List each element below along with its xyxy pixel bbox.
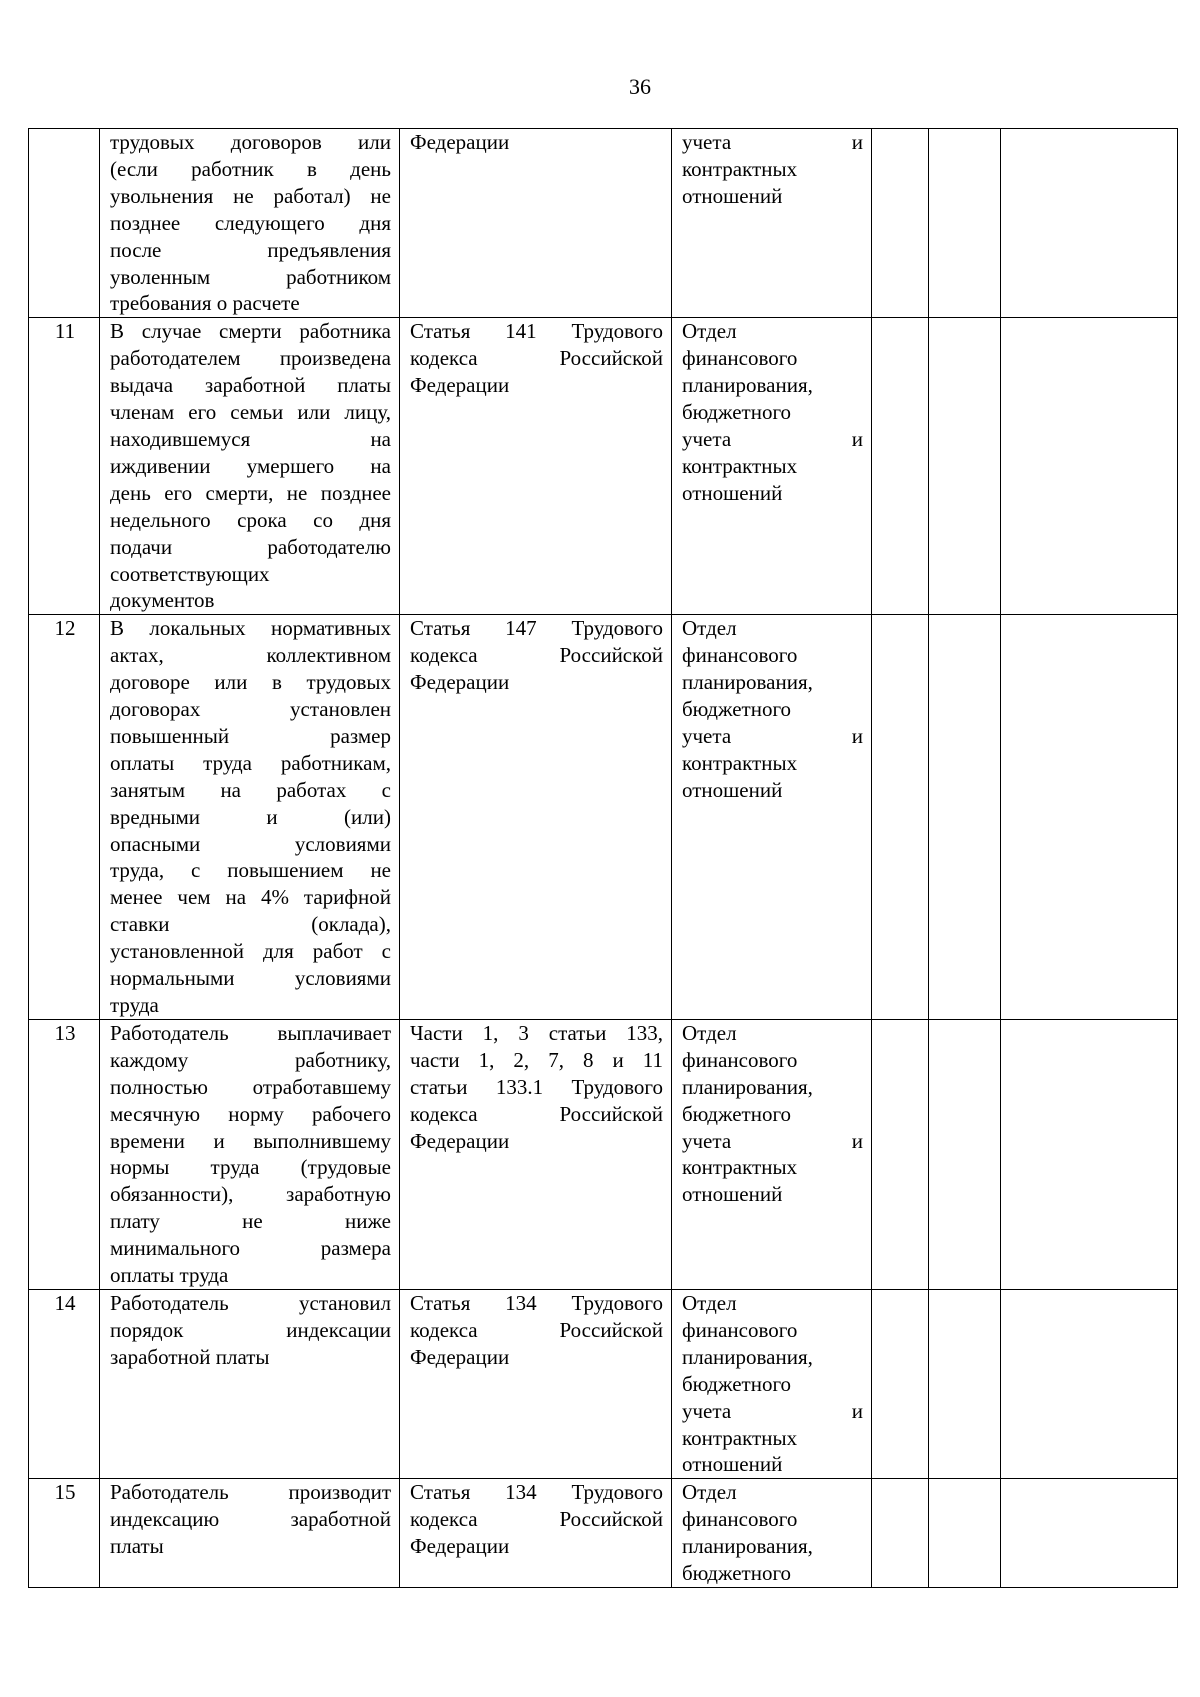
requirement-cell-line: плату не ниже	[110, 1209, 391, 1234]
requirement-cell-line: повышенный размер	[110, 723, 391, 748]
requirement-cell-line: оплаты труда работникам,	[110, 750, 391, 775]
responsible-department-cell	[672, 129, 872, 318]
requirement-cell	[100, 318, 400, 615]
table-row	[29, 1289, 1178, 1478]
law-reference-cell-line: статьи 133.1 Трудового	[410, 1074, 663, 1099]
law-reference-cell-line: кодекса Российской	[410, 1101, 663, 1126]
responsible-department-cell	[672, 318, 872, 615]
requirement-cell-line: платы	[110, 1534, 164, 1559]
responsible-department-cell-line: финансового	[682, 346, 798, 371]
empty-cell-b	[929, 318, 1001, 615]
responsible-department-cell-line: контрактных	[682, 750, 798, 775]
row-number-cell	[29, 1479, 100, 1588]
responsible-department-cell-line: бюджетного	[682, 697, 792, 722]
requirement-cell-line: В случае смерти работника	[110, 319, 391, 344]
requirement-cell-line: членам его семьи или лицу,	[110, 400, 391, 425]
requirement-cell-line: индексацию заработной	[110, 1507, 391, 1532]
requirement-cell-line: занятым на работах с	[110, 777, 391, 802]
empty-cell-c	[1001, 129, 1178, 318]
requirement-cell	[100, 615, 400, 1020]
law-reference-cell-line: Статья 134 Трудового	[410, 1290, 663, 1315]
responsible-department-cell-line: Отдел	[682, 1290, 737, 1315]
responsible-department-cell-line: финансового	[682, 1047, 798, 1072]
row-number-cell	[29, 1019, 100, 1289]
empty-cell-b	[929, 129, 1001, 318]
requirement-cell-line: (если работник в день	[110, 156, 391, 181]
empty-cell-a	[872, 1479, 929, 1588]
law-reference-cell-line: части 1, 2, 7, 8 и 11	[410, 1047, 663, 1072]
responsible-department-cell-line: бюджетного	[682, 1561, 792, 1586]
requirement-cell-line: ставки (оклада),	[110, 912, 391, 937]
requirement-cell-line: порядок индексации	[110, 1317, 391, 1342]
responsible-department-cell-line: отношений	[682, 480, 783, 505]
empty-cell-b	[929, 615, 1001, 1020]
responsible-department-cell-line: Отдел	[682, 1480, 737, 1505]
empty-cell-c	[1001, 1019, 1178, 1289]
table-row	[29, 129, 1178, 318]
requirement-cell-line: В локальных нормативных	[110, 616, 391, 641]
requirement-cell-line: менее чем на 4% тарифной	[110, 885, 391, 910]
responsible-department-cell-line: финансового	[682, 1317, 798, 1342]
responsible-department-cell-line: отношений	[682, 183, 783, 208]
responsible-department-cell-line: бюджетного	[682, 1371, 792, 1396]
requirement-cell-line: минимального размера	[110, 1236, 391, 1261]
requirement-cell-line: полностью отработавшему	[110, 1074, 391, 1099]
law-reference-cell	[400, 129, 672, 318]
requirement-cell	[100, 129, 400, 318]
requirement-cell-line: договорах установлен	[110, 697, 391, 722]
requirement-cell-line: оплаты труда	[110, 1263, 229, 1288]
responsible-department-cell-line: Отдел	[682, 319, 737, 344]
empty-cell-b	[929, 1019, 1001, 1289]
requirement-cell-line: документов	[110, 588, 215, 613]
checklist-table	[28, 128, 1178, 1588]
requirement-cell-line: после предъявления	[110, 237, 391, 262]
responsible-department-cell-line: планирования,	[682, 670, 813, 695]
row-number: 15	[54, 1480, 76, 1505]
law-reference-cell-line: Федерации	[410, 1344, 510, 1369]
requirement-cell-line: опасными условиями	[110, 831, 391, 856]
responsible-department-cell-line: Отдел	[682, 1020, 737, 1045]
requirement-cell-line: договоре или в трудовых	[110, 670, 391, 695]
requirement-cell-line: актах, коллективном	[110, 643, 391, 668]
responsible-department-cell-line: учета и	[682, 130, 863, 154]
requirement-cell-line: день его смерти, не позднее	[110, 480, 391, 505]
responsible-department-cell-line: контрактных	[682, 453, 798, 478]
responsible-department-cell-line: планирования,	[682, 1534, 813, 1559]
requirement-cell-line: выдача заработной платы	[110, 373, 391, 398]
empty-cell-a	[872, 129, 929, 318]
requirement-cell-line: нормы труда (трудовые	[110, 1155, 391, 1180]
responsible-department-cell-line: отношений	[682, 777, 783, 802]
law-reference-cell-line: кодекса Российской	[410, 1507, 663, 1532]
responsible-department-cell-line: бюджетного	[682, 1101, 792, 1126]
requirement-cell	[100, 1479, 400, 1588]
responsible-department-cell-line: отношений	[682, 1452, 783, 1477]
responsible-department-cell-line: контрактных	[682, 1155, 798, 1180]
law-reference-cell-line: Статья 147 Трудового	[410, 616, 663, 641]
requirement-cell-line: увольнения не работал) не	[110, 183, 391, 208]
responsible-department-cell-line: планирования,	[682, 373, 813, 398]
row-number-cell	[29, 615, 100, 1020]
requirement-cell-line: заработной платы	[110, 1344, 270, 1369]
law-reference-cell-line: кодекса Российской	[410, 643, 663, 668]
row-number-cell	[29, 318, 100, 615]
empty-cell-a	[872, 318, 929, 615]
requirement-cell-line: иждивении умершего на	[110, 453, 391, 478]
responsible-department-cell	[672, 1289, 872, 1478]
requirement-cell-line: труда, с повышением не	[110, 858, 391, 883]
table-row	[29, 615, 1178, 1020]
requirement-cell	[100, 1289, 400, 1478]
requirement-cell-line: нормальными условиями	[110, 966, 391, 991]
law-reference-cell-line: Части 1, 3 статьи 133,	[410, 1020, 663, 1045]
requirement-cell-line: Работодатель установил	[110, 1290, 391, 1315]
responsible-department-cell-line: финансового	[682, 643, 798, 668]
requirement-cell-line: соответствующих	[110, 561, 270, 586]
responsible-department-cell-line: контрактных	[682, 156, 798, 181]
row-number: 13	[54, 1020, 76, 1045]
responsible-department-cell-line: Отдел	[682, 616, 737, 641]
law-reference-cell-line: Федерации	[410, 1128, 510, 1153]
law-reference-cell	[400, 1479, 672, 1588]
table-row	[29, 318, 1178, 615]
responsible-department-cell	[672, 1479, 872, 1588]
responsible-department-cell-line: учета и	[682, 723, 863, 748]
table-row	[29, 1019, 1178, 1289]
responsible-department-cell-line: отношений	[682, 1182, 783, 1207]
row-number: 11	[54, 319, 76, 344]
law-reference-cell-line: Федерации	[410, 1534, 510, 1559]
row-number-cell	[29, 1289, 100, 1478]
requirement-cell-line: уволенным работником	[110, 264, 391, 289]
requirement-cell-line: Работодатель выплачивает	[110, 1020, 391, 1045]
responsible-department-cell-line: учета и	[682, 426, 863, 451]
requirement-cell-line: времени и выполнившему	[110, 1128, 391, 1153]
page-number: 36	[629, 74, 651, 99]
empty-cell-a	[872, 615, 929, 1020]
row-number: 12	[54, 616, 76, 641]
responsible-department-cell-line: финансового	[682, 1507, 798, 1532]
responsible-department-cell-line: учета и	[682, 1128, 863, 1153]
responsible-department-cell	[672, 1019, 872, 1289]
requirement-cell-line: трудовых договоров или	[110, 130, 391, 154]
law-reference-cell	[400, 318, 672, 615]
requirement-cell-line: вредными и (или)	[110, 804, 391, 829]
law-reference-cell-line: Федерации	[410, 670, 510, 695]
responsible-department-cell-line: планирования,	[682, 1344, 813, 1369]
requirement-cell	[100, 1019, 400, 1289]
empty-cell-c	[1001, 615, 1178, 1020]
empty-cell-a	[872, 1019, 929, 1289]
law-reference-cell-line: кодекса Российской	[410, 346, 663, 371]
law-reference-cell-line: Федерации	[410, 373, 510, 398]
row-number-cell	[29, 129, 100, 318]
requirement-cell-line: обязанности), заработную	[110, 1182, 391, 1207]
responsible-department-cell-line: бюджетного	[682, 400, 792, 425]
empty-cell-a	[872, 1289, 929, 1478]
requirement-cell-line: месячную норму рабочего	[110, 1101, 391, 1126]
law-reference-cell	[400, 1019, 672, 1289]
table-row	[29, 1479, 1178, 1588]
requirement-cell-line: находившемуся на	[110, 426, 391, 451]
law-reference-cell-line: кодекса Российской	[410, 1317, 663, 1342]
empty-cell-c	[1001, 318, 1178, 615]
law-reference-cell	[400, 615, 672, 1020]
law-reference-cell-line: Статья 134 Трудового	[410, 1480, 663, 1505]
responsible-department-cell-line: учета и	[682, 1398, 863, 1423]
requirement-cell-line: работодателем произведена	[110, 346, 391, 371]
row-number: 14	[54, 1290, 76, 1315]
empty-cell-b	[929, 1289, 1001, 1478]
requirement-cell-line: каждому работнику,	[110, 1047, 391, 1072]
requirement-cell-line: труда	[110, 993, 159, 1017]
law-reference-cell	[400, 1289, 672, 1478]
empty-cell-c	[1001, 1479, 1178, 1588]
responsible-department-cell-line: контрактных	[682, 1425, 798, 1450]
requirement-cell-line: требования о расчете	[110, 291, 300, 316]
requirement-cell-line: позднее следующего дня	[110, 210, 391, 235]
responsible-department-cell	[672, 615, 872, 1020]
requirement-cell-line: подачи работодателю	[110, 534, 391, 559]
requirement-cell-line: Работодатель производит	[110, 1480, 391, 1505]
empty-cell-b	[929, 1479, 1001, 1588]
law-reference-cell-line: Статья 141 Трудового	[410, 319, 663, 344]
requirement-cell-line: установленной для работ с	[110, 939, 391, 964]
empty-cell-c	[1001, 1289, 1178, 1478]
checklist-table-body	[29, 129, 1178, 1588]
law-reference-cell-line: Федерации	[410, 130, 510, 154]
responsible-department-cell-line: планирования,	[682, 1074, 813, 1099]
requirement-cell-line: недельного срока со дня	[110, 507, 391, 532]
